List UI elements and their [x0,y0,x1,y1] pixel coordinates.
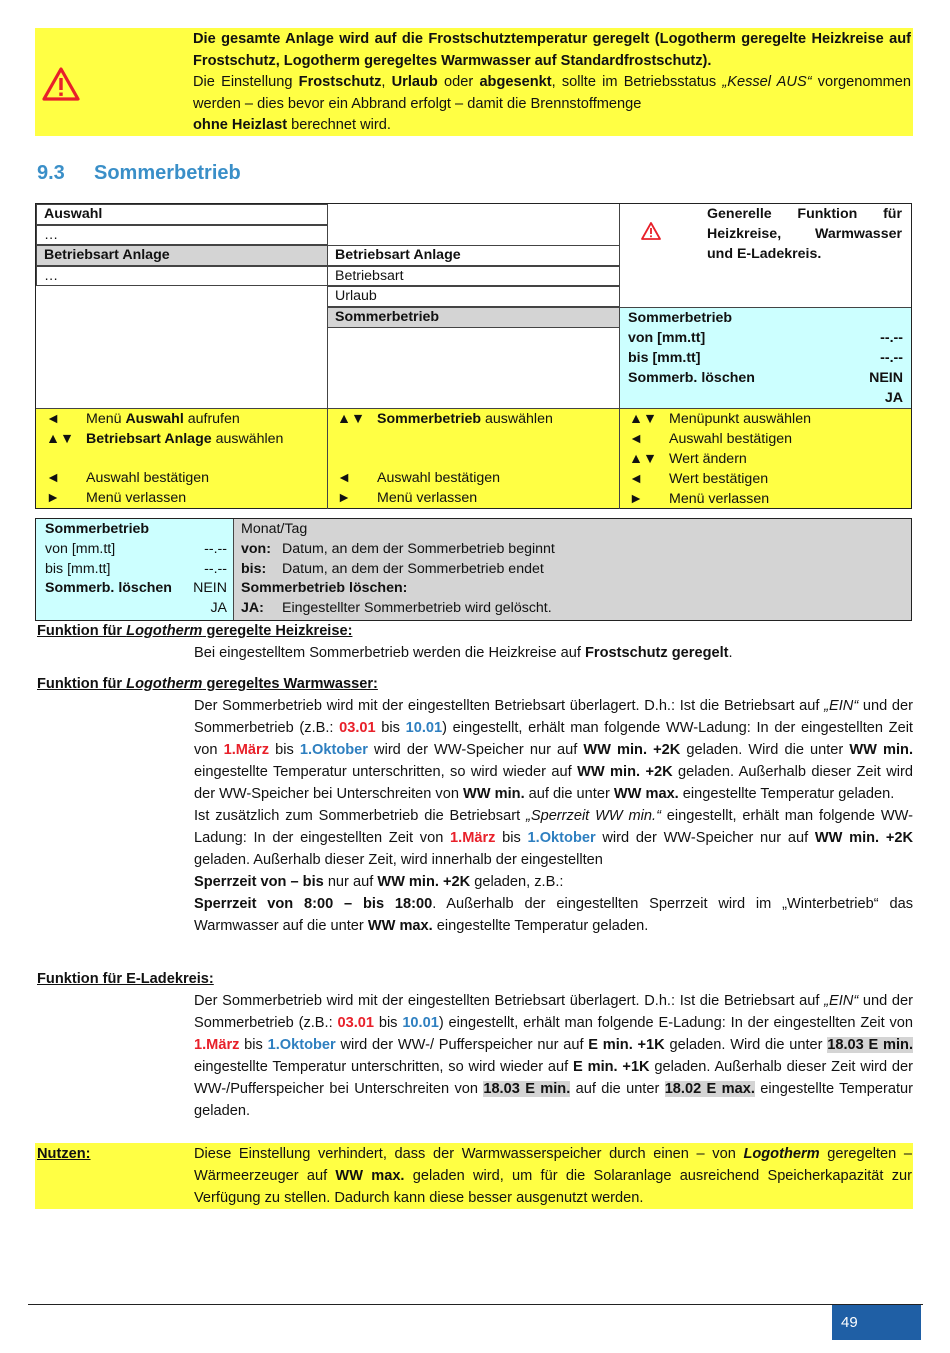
section-eladekreis-body: Der Sommerbetrieb wird mit der eingestellten Betriebsart überlagert. D.h.: Ist die Betriebsart auf „EIN“ und der Sommerbetrieb (z.B.: 03.01 bis 10.01) eingestellt, erhält man folgende E-Ladung: In der eingestellten Zeit von 1.März bis 1.Oktober wird der WW-/ Pufferspeicher nur auf E min. +1K geladen. Wird die unter 18.03 E min. eingestellte Temperatur unterschritten, so wird wieder auf E min. +1K geladen. Außerhalb dieser Zeit wird der WW-/Pufferspeicher bei Unterschreiten von 18.03 E min. auf die unter 18.02 E max. eingestellte Temperatur geladen. [194,993,914,1119]
nav-col-1: ◄ Menü Auswahl aufrufen ▲▼ Betriebsart Anlage auswählen ◄ Auswahl bestätigen ► Menü verlassen [46,411,284,506]
footer-rule [28,1304,923,1305]
menu-betriebsart-anlage-selected: Betriebsart Anlage [36,245,328,266]
section-warmwasser-title: Funktion für Logotherm geregeltes Warmwasser: [37,676,378,692]
submenu-title: Betriebsart Anlage [327,245,620,266]
warning-triangle-icon [640,221,662,241]
warning-triangle-icon [41,66,81,102]
nav-col-2: ▲▼ Sommerbetrieb auswählen ◄ Auswahl bestätigen ► Menü verlassen [337,411,553,506]
section-heading [37,158,241,188]
navigation-row [36,408,911,508]
info-box [35,518,912,621]
page-number: 49 [832,1305,921,1340]
menu-ellipsis-1: … [36,225,328,245]
nav-col-3: ▲▼ Menüpunkt auswählen ◄ Auswahl bestätigen ▲▼ Wert ändern ◄ Wert bestätigen ► Menü verlassen [629,411,811,507]
info-right: Monat/Tag von: Datum, an dem der Sommerbetrieb beginnt bis: Datum, an dem der Sommerbetrieb endet Sommerbetrieb löschen: JA: Eingestellter Sommerbetrieb wird gelöscht. [234,519,911,620]
panel-von-value: --.-- [880,330,903,346]
section-warmwasser [37,674,913,937]
nutzen-text: Diese Einstellung verhindert, dass der Warmwasserspeicher durch einen – von Logotherm geregelten – Wärmeerzeuger auf WW max. geladen wird, um für die Solaranlage ausreichend Speicherkapazität zur Verfügung zu stellen. Dadurch kann diese besser ausgenutzt werden. [194,1146,912,1206]
panel-von-label: von [mm.tt] [628,330,706,346]
section-title: Sommerbetrieb [94,162,241,184]
menu-auswahl: Auswahl [36,204,328,225]
panel-loeschen-nein: NEIN [869,370,903,386]
section-number: 9.3 [37,162,65,184]
menu-table [35,203,912,509]
panel-bis-value: --.-- [880,350,903,366]
section-heizkreise-body: Bei eingestelltem Sommerbetrieb werden die Heizkreise auf Frostschutz geregelt. [194,645,733,661]
panel-loeschen-ja: JA [884,390,903,406]
menu-ellipsis-2: … [36,266,328,286]
sommerbetrieb-panel [620,307,911,408]
submenu-sommerbetrieb-selected: Sommerbetrieb [327,307,620,328]
panel-loeschen-label: Sommerb. löschen [628,370,755,386]
nutzen-box [35,1143,913,1209]
panel-title: Sommerbetrieb [628,310,733,326]
submenu-urlaub: Urlaub [327,286,620,307]
section-eladekreis-title: Funktion für E-Ladekreis: [37,971,214,987]
warning-box [35,28,913,136]
nutzen-label: Nutzen: [37,1146,91,1162]
warning-text: Die gesamte Anlage wird auf die Frostschutztemperatur geregelt (Logotherm geregelte Heizkreise auf Frostschutz, Logotherm geregeltes Warmwasser auf Standardfrostschutz). Die Einstellung Frostschutz, Urlaub oder abgesenkt, sollte im Betriebsstatus „Kessel AUS“ vorgenommen werden – dies bevor ein Abbrand erfolgt – damit die Brennstoffmenge ohne Heizlast berechnet wird. [193,31,912,133]
section-heizkreise [37,621,913,664]
section-warmwasser-body: Der Sommerbetrieb wird mit der eingestellten Betriebsart überlagert. D.h.: Ist die Betriebsart auf „EIN“ und der Sommerbetrieb (z.B.: 03.01 bis 10.01) eingestellt, erhält man folgende WW-Ladung: In der eingestellten Zeit von 1.März bis 1.Oktober wird der WW-Speicher nur auf WW min. +2K geladen. Wird die unter WW min. eingestellte Temperatur unterschritten, so wird wieder auf WW min. +2K geladen. Außerhalb dieser Zeit wird der WW-Speicher bei Unterschreiten von WW min. auf die unter WW max. eingestellte Temperatur geladen. Ist zusätzlich zum Sommerbetrieb die Betriebsart „Sperrzeit WW min.“ eingestellt, erhält man folgende WW-Ladung: In der eingestellten Zeit von 1.März bis 1.Oktober wird der WW-Speicher nur auf WW min. +2K geladen. Außerhalb dieser Zeit, wird innerhalb der eingestellten Sperrzeit von – bis nur auf WW min. +2K geladen, z.B.: Sperrzeit von 8:00 – bis 18:00. Außerhalb der eingestellten Sperrzeit wird im „Winterbetrieb“ das Warmwasser auf die unter WW max. eingestellte Temperatur geladen. [194,698,914,934]
info-left: Sommerbetrieb von [mm.tt] --.-- bis [mm.tt] --.-- Sommerb. löschen NEIN JA [36,519,234,620]
submenu-betriebsart: Betriebsart [327,266,620,286]
general-function-note: Generelle Funktion für Heizkreise, Warmwasser und E-Ladekreis. [707,206,902,262]
panel-bis-label: bis [mm.tt] [628,350,701,366]
section-eladekreis [37,969,913,1122]
section-heizkreise-title: Funktion für Logotherm geregelte Heizkreise: [37,623,353,639]
